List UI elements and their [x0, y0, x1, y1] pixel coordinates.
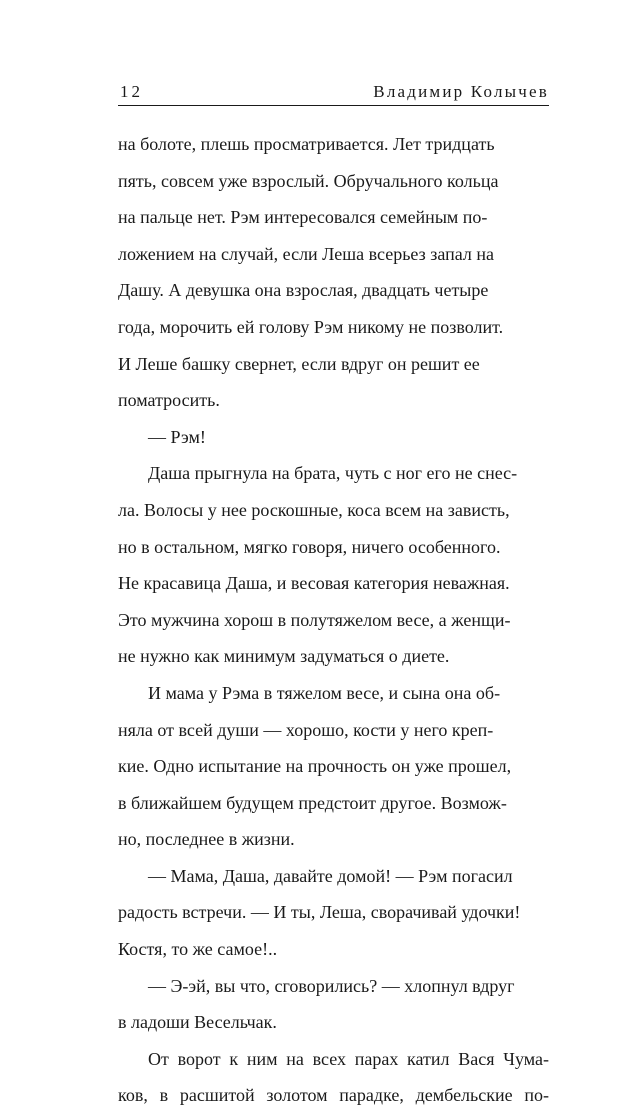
paragraph: От ворот к ним на всех парах катил Вася Чума- ков, в расшитой золотом парадке, дембельские по-	[118, 1048, 549, 1106]
paragraph: — Мама, Даша, давайте домой! — Рэм погасил радость встречи. — И ты, Леша, сворачивай удочки! Костя, то же самое!..	[118, 865, 521, 960]
paragraph: — Рэм!	[148, 426, 206, 447]
header-rule	[118, 105, 549, 106]
paragraph: — Э-эй, вы что, сговорились? — хлопнул вдруг в ладоши Весельчак.	[118, 975, 515, 1033]
page-number: 12	[120, 82, 143, 101]
paragraph: И мама у Рэма в тяжелом весе, и сына она об- няла от всей души — хорошо, кости у него креп- кие. Одно испытание на прочность он уже прошел, в ближайшем будущем предстоит другое. Возмож- но, последнее в жизни.	[118, 682, 512, 850]
body-text	[118, 126, 549, 1114]
running-title: Владимир Колычев	[373, 82, 549, 101]
running-head	[70, 80, 549, 104]
paragraph: на болоте, плешь просматривается. Лет тридцать пять, совсем уже взрослый. Обручального кольца на пальце нет. Рэм интересовался семейным по- ложением на случай, если Леша всерьез запал на Дашу. А девушка она взрослая, двадцать четыре года, морочить ей голову Рэм никому не позволит. И Леше башку свернет, если вдруг он решит ее поматросить.	[118, 134, 504, 411]
paragraph: Даша прыгнула на брата, чуть с ног его не снес- ла. Волосы у нее роскошные, коса всем на зависть, но в остальном, мягко говоря, ничего особенного. Не красавица Даша, и весовая категория неважная. Это мужчина хорош в полутяжелом весе, а женщи- не нужно как минимум задуматься о диете.	[118, 463, 518, 667]
